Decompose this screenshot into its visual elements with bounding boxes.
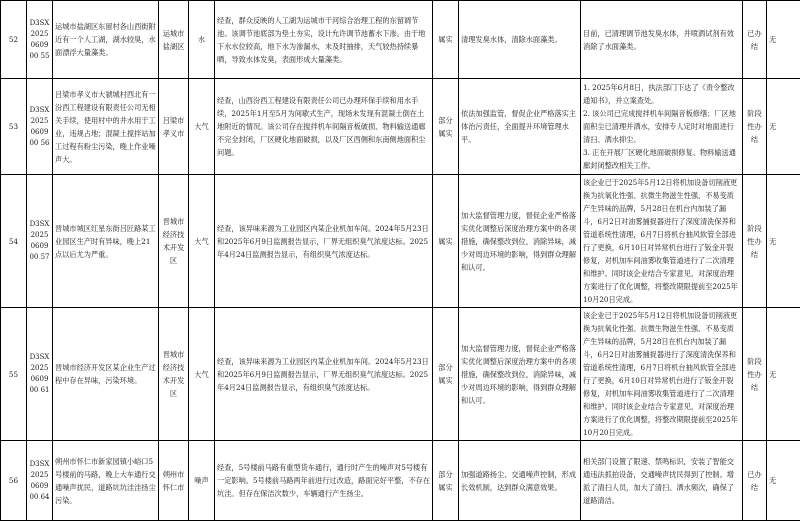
investigation-finding: 经查，该异味来源为工业园区内某企业机加车间。2024年5月23日和2025年6月9日监测报告显示，厂界无组织臭气浓度达标。2025年4月24日监测报告显示，有组织臭气浓度达标。 (215, 308, 433, 441)
pollution-type: 水 (189, 1, 215, 79)
investigation-finding: 经查，山西汾西工程建设有限责任公司已办理环保手续和用水手续，2025年1月至5月为间歇式生产，现场未发现有混凝土倒在土地附近的情况。该公司存在搅拌机车间隔音板破损、物料输送通廊不完全封闭，厂区硬化地面破损，以及厂区西侧和东南侧地面积尘问题。 (215, 79, 433, 175)
complaint-content: 吕梁市孝义市大虢城村西北有一汾西工程建设有限责任公司无相关手续，使用村中的井水用于工业，违规占地；混凝土搅拌站加工过程有粉尘污染，晚上作业噪声大。 (53, 79, 159, 175)
pollution-type: 大气 (189, 175, 215, 308)
measures: 加大监督管理力度，督促企业严格落实优化调整后深度治理方案中的各项措施，确保整改到位，消除异味，减少对周边环境的影响，得到群众理解和认可。 (459, 175, 581, 308)
status: 阶段性办结 (743, 308, 767, 441)
table-row (1, 1, 800, 79)
measures: 清理发臭水体，清除水面藻类。 (459, 1, 581, 79)
measures: 加强道路扬尘、交通噪声控制，形成长效机制，达到群众满意效果。 (459, 441, 581, 521)
case-code: D3SX2025060900 64 (27, 441, 53, 521)
result: 相关部门设置了限速、禁鸣标识，安装了智能交通违法抓拍设备，交通噪声扰民得到了控制。增派了清扫人员，加大了清扫、洒水频次，确保了道路清洁。 (581, 441, 743, 521)
pollution-type: 大气 (189, 308, 215, 441)
case-code: D3SX2025060900 55 (27, 1, 53, 79)
case-code: D3SX2025060900 61 (27, 308, 53, 441)
status: 已办结 (743, 441, 767, 521)
case-code: D3SX2025060900 57 (27, 175, 53, 308)
verdict: 部分属实 (433, 79, 459, 175)
status: 阶段性办结 (743, 175, 767, 308)
row-number: 54 (1, 175, 27, 308)
pollution-type: 噪声 (189, 441, 215, 521)
status: 已办结 (743, 1, 767, 79)
table-row (1, 79, 800, 175)
accountability: 无 (767, 441, 800, 521)
area: 运城市盐湖区 (159, 1, 189, 79)
result: 目前，已清理调节池发臭水体，并喷洒试剂有效消除了水面藻类。 (581, 1, 743, 79)
investigation-finding: 经查，5号楼前马路有重型货车通行，通行时产生的噪声对5号楼有一定影响。5号楼前马路两年前进行过改造，路面完好平整，不存在坑洼。但存在保洁次数少，车辆通行产生扬尘。 (215, 441, 433, 521)
result: 1. 2025年6月8日，执法部门下达了《责令整改通知书》，并立案查处。 2. 该公司已完成搅拌机车间隔音板修缮；厂区地面积尘已清理并洒水，安排专人定时对地面进行清扫、洒水抑尘。 3. 正在开展厂区硬化地面破损修复、物料输送通廊封闭整改相关工作。 (581, 79, 743, 175)
row-number: 56 (1, 441, 27, 521)
table-row (1, 308, 800, 441)
area: 晋城市经济技术开发区 (159, 308, 189, 441)
complaint-content: 运城市盐湖区东留村各山西街附近有一个人工湖，湖水较臭，水面漂浮大量藻类。 (53, 1, 159, 79)
table-row (1, 175, 800, 308)
area: 朔州市怀仁市 (159, 441, 189, 521)
row-number: 53 (1, 79, 27, 175)
verdict: 属实 (433, 1, 459, 79)
row-number: 52 (1, 1, 27, 79)
pollution-type: 大气 (189, 79, 215, 175)
result: 该企业已于2025年5月12日将机加设备切削液更换为抗氧化性强、抗微生物滋生性强、不易变质产生异味的品牌，5月28日在机台内加装了漏斗，6月2日对油雾捕捉器进行了深度清洗保养和管道系统性清理，6月7日将机台抽风软管全部进行了更换，6月10日对异常机台进行了钣金开裂修复，对机加车间油雾收集管道进行了二次清理和维护。同时该企业结合专家意见，对深度治理方案进行了优化调整，将整改期限提前至2025年10月20日完成。 (581, 308, 743, 441)
investigation-finding: 经查，群众反映的人工湖为运城市干河综合治理工程的东留调节池。该调节池底部为垫土夯实，设计允许调节池蓄水下渗。由于地下水水位较高，地下水为渗漏水，未及时抽排，天气较热持续暴晒，导致水体发臭，表面形成大量藻类。 (215, 1, 433, 79)
case-code: D3SX2025060900 56 (27, 79, 53, 175)
complaint-content: 朔州市怀仁市新家园镇小峪口5号楼前的马路，晚上大车通行交通噪声扰民，道路坑坑洼洼扬尘污染。 (53, 441, 159, 521)
accountability: 无 (767, 1, 800, 79)
verdict: 部分属实 (433, 308, 459, 441)
table-row (1, 441, 800, 521)
area: 吕梁市孝义市 (159, 79, 189, 175)
accountability: 无 (767, 79, 800, 175)
verdict: 属实 (433, 175, 459, 308)
status: 阶段性办结 (743, 79, 767, 175)
accountability: 无 (767, 175, 800, 308)
measures: 依法加强监管，督促企业严格落实主体治污责任，全面提升环境管理水平。 (459, 79, 581, 175)
result: 该企业已于2025年5月12日将机加设备切削液更换为抗氧化性强、抗微生物滋生性强、不易变质产生异味的品牌，5月28日在机台内加装了漏斗，6月2日对油雾捕捉器进行了深度清洗保养和管道系统性清理，6月7日将机台抽风软管全部进行了更换，6月10日对异常机台进行了钣金开裂修复，对机加车间油雾收集管道进行了二次清理和维护。同时该企业结合专家意见，对深度治理方案进行了优化调整，将整改期限提前至2025年10月20日完成。 (581, 175, 743, 308)
investigation-finding: 经查，该异味来源为工业园区内某企业机加车间。2024年5月23日和2025年6月9日监测报告显示，厂界无组织臭气浓度达标。2025年4月24日监测报告显示，有组织臭气浓度达标。 (215, 175, 433, 308)
complaint-content: 晋城市经济开发区某企业生产过程中存在异味，污染环境。 (53, 308, 159, 441)
area: 晋城市经济技术开发区 (159, 175, 189, 308)
accountability: 无 (767, 308, 800, 441)
verdict: 部分属实 (433, 441, 459, 521)
row-number: 55 (1, 308, 27, 441)
complaint-content: 晋城市城区红星东街吕匠路某工业园区生产时有异味，晚上21点以后尤为严重。 (53, 175, 159, 308)
measures: 加大监督管理力度，督促企业严格落实优化调整后深度治理方案中的各项措施，确保整改到位，消除异味，减少对周边环境的影响，得到群众理解和认可。 (459, 308, 581, 441)
